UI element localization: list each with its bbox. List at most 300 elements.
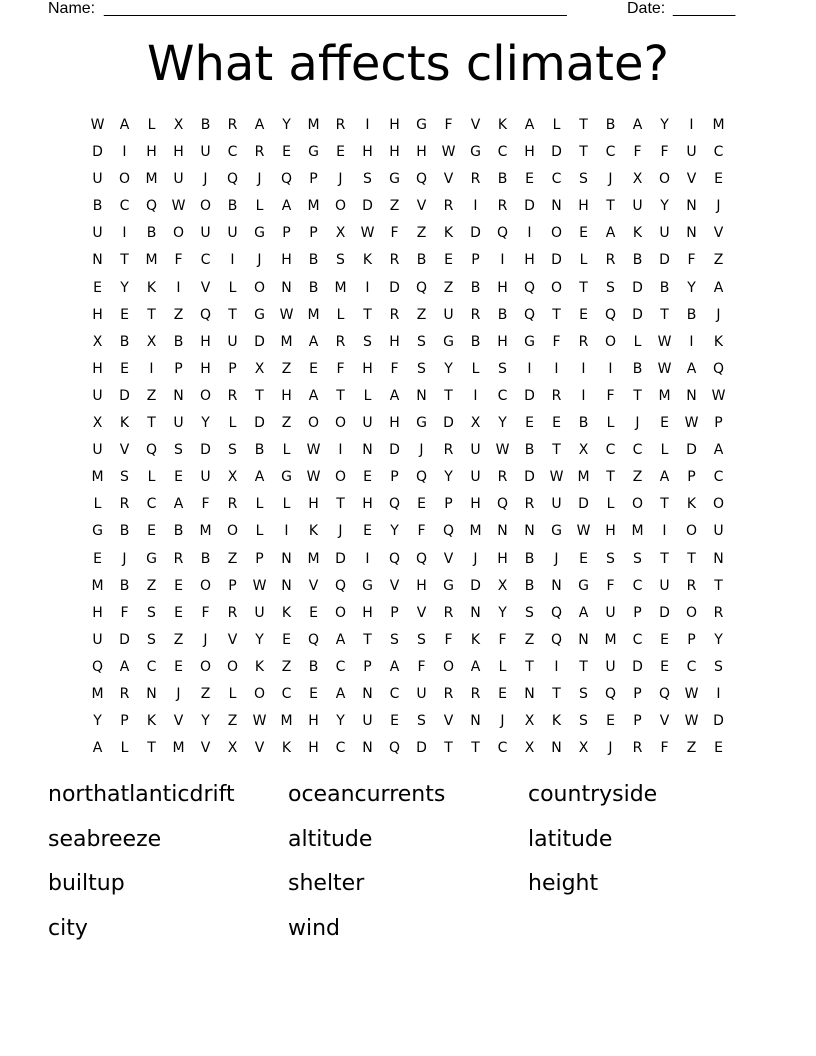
grid-letter: M: [199, 523, 212, 540]
grid-letter: E: [336, 144, 345, 161]
grid-letter: M: [307, 117, 320, 133]
grid-letter: O: [307, 415, 320, 432]
grid-letter: L: [228, 279, 237, 296]
grid-letter: Y: [660, 198, 669, 215]
grid-letter: C: [632, 631, 643, 648]
grid-letter: X: [524, 713, 535, 730]
grid-letter: M: [604, 631, 617, 648]
grid-letter: W: [657, 333, 672, 350]
grid-letter: E: [282, 144, 291, 161]
grid-letter: L: [147, 469, 156, 486]
grid-letter: B: [227, 198, 238, 215]
grid-letter: E: [93, 550, 102, 567]
grid-letter: D: [443, 415, 454, 432]
grid-letter: V: [659, 713, 670, 730]
grid-letter: H: [524, 252, 535, 269]
grid-letter: C: [605, 442, 616, 459]
name-label: Name:: [48, 0, 96, 17]
grid-letter: Q: [145, 442, 158, 459]
grid-letter: F: [660, 740, 669, 757]
grid-letter: Q: [496, 225, 509, 242]
grid-letter: U: [227, 333, 238, 350]
grid-letter: T: [147, 415, 156, 432]
grid-letter: Z: [416, 306, 427, 323]
grid-letter: J: [419, 442, 424, 459]
grid-letter: T: [714, 577, 723, 594]
grid-letter: O: [631, 496, 644, 513]
grid-letter: R: [632, 740, 643, 757]
grid-letter: K: [443, 225, 454, 242]
grid-letter: R: [227, 496, 238, 513]
grid-letter: E: [363, 523, 372, 540]
grid-letter: B: [524, 442, 535, 459]
grid-letter: E: [309, 604, 318, 621]
grid-letter: E: [174, 577, 183, 594]
grid-letter: B: [632, 360, 643, 377]
word-bank-item: city: [48, 915, 88, 941]
grid-letter: Y: [120, 279, 129, 296]
grid-letter: D: [551, 252, 562, 269]
grid-letter: A: [389, 658, 400, 675]
grid-letter: S: [417, 333, 426, 350]
grid-letter: F: [174, 252, 183, 269]
grid-letter: M: [658, 387, 671, 404]
grid-letter: G: [308, 144, 319, 161]
grid-letter: W: [684, 713, 699, 730]
grid-letter: K: [686, 496, 697, 513]
grid-letter: S: [579, 685, 588, 702]
grid-letter: H: [605, 523, 616, 540]
grid-letter: F: [633, 144, 642, 161]
grid-letter: N: [524, 523, 535, 540]
grid-letter: C: [146, 496, 157, 513]
grid-letter: I: [473, 198, 478, 215]
grid-letter: I: [554, 360, 559, 377]
grid-letter: O: [442, 658, 455, 675]
grid-letter: Q: [199, 306, 212, 323]
grid-letter: X: [173, 117, 184, 133]
grid-letter: W: [684, 415, 699, 432]
grid-letter: K: [551, 713, 562, 730]
grid-letter: U: [173, 171, 184, 188]
grid-letter: X: [92, 415, 103, 432]
grid-letter: E: [660, 658, 669, 675]
grid-letter: H: [308, 496, 319, 513]
grid-letter: E: [363, 469, 372, 486]
grid-letter: Z: [227, 550, 238, 567]
grid-letter: A: [308, 387, 319, 404]
grid-letter: L: [552, 117, 561, 133]
grid-letter: T: [552, 306, 561, 323]
grid-letter: V: [227, 631, 238, 648]
grid-letter: L: [93, 496, 102, 513]
grid-letter: R: [119, 685, 130, 702]
grid-letter: O: [199, 577, 212, 594]
grid-letter: B: [524, 550, 535, 567]
grid-letter: R: [497, 198, 508, 215]
grid-letter: V: [470, 117, 481, 133]
grid-letter: W: [711, 387, 726, 404]
grid-letter: V: [443, 171, 454, 188]
grid-letter: G: [416, 415, 427, 432]
grid-letter: N: [713, 550, 724, 567]
grid-letter: E: [579, 550, 588, 567]
grid-letter: V: [443, 713, 454, 730]
grid-letter: R: [470, 685, 481, 702]
grid-letter: F: [417, 523, 426, 540]
grid-letter: Y: [444, 469, 453, 486]
grid-letter: B: [308, 658, 319, 675]
grid-letter: H: [416, 144, 427, 161]
grid-letter: B: [200, 117, 211, 133]
grid-letter: H: [470, 496, 481, 513]
grid-letter: D: [389, 442, 400, 459]
grid-letter: O: [199, 658, 212, 675]
grid-letter: J: [122, 550, 127, 567]
grid-letter: U: [200, 144, 211, 161]
grid-letter: W: [549, 469, 564, 486]
grid-letter: L: [228, 685, 237, 702]
grid-letter: O: [334, 604, 347, 621]
grid-letter: X: [146, 333, 157, 350]
grid-letter: T: [444, 740, 453, 757]
grid-letter: T: [579, 658, 588, 675]
grid-letter: N: [551, 740, 562, 757]
grid-letter: N: [362, 685, 373, 702]
grid-letter: S: [525, 604, 534, 621]
grid-letter: V: [308, 577, 319, 594]
grid-letter: R: [389, 306, 400, 323]
grid-letter: E: [579, 225, 588, 242]
grid-letter: E: [93, 279, 102, 296]
grid-letter: U: [605, 604, 616, 621]
grid-letter: Q: [712, 360, 725, 377]
grid-letter: L: [255, 198, 264, 215]
grid-letter: U: [92, 631, 103, 648]
grid-letter: T: [552, 685, 561, 702]
grid-letter: E: [444, 252, 453, 269]
letter-grid: [84, 112, 732, 762]
grid-letter: N: [686, 198, 697, 215]
grid-letter: E: [174, 604, 183, 621]
grid-letter: T: [579, 117, 588, 133]
grid-letter: L: [228, 415, 237, 432]
grid-letter: B: [632, 252, 643, 269]
grid-letter: I: [122, 225, 127, 242]
grid-letter: L: [282, 496, 291, 513]
grid-letter: N: [281, 279, 292, 296]
grid-letter: I: [230, 252, 235, 269]
date-label: Date:: [627, 0, 666, 17]
grid-letter: Z: [200, 685, 211, 702]
grid-letter: H: [389, 415, 400, 432]
grid-letter: L: [498, 658, 507, 675]
grid-letter: F: [336, 360, 345, 377]
grid-letter: A: [173, 496, 184, 513]
grid-letter: B: [119, 333, 130, 350]
grid-letter: R: [443, 604, 454, 621]
grid-letter: H: [92, 306, 103, 323]
grid-letter: B: [659, 279, 670, 296]
grid-letter: W: [495, 442, 510, 459]
grid-letter: L: [633, 333, 642, 350]
grid-letter: E: [714, 740, 723, 757]
grid-letter: N: [686, 387, 697, 404]
grid-letter: W: [171, 198, 186, 215]
grid-letter: E: [147, 523, 156, 540]
grid-letter: L: [336, 306, 345, 323]
grid-letter: D: [551, 144, 562, 161]
grid-letter: G: [443, 333, 454, 350]
word-bank: [48, 778, 768, 956]
grid-letter: Y: [336, 713, 345, 730]
grid-letter: P: [120, 713, 129, 730]
grid-letter: N: [281, 577, 292, 594]
grid-letter: U: [632, 198, 643, 215]
grid-letter: Q: [415, 171, 428, 188]
grid-letter: S: [363, 171, 372, 188]
grid-letter: X: [497, 577, 508, 594]
grid-letter: C: [119, 198, 130, 215]
grid-letter: P: [687, 631, 696, 648]
grid-letter: K: [497, 117, 508, 133]
grid-letter: I: [554, 658, 559, 675]
grid-letter: M: [280, 713, 293, 730]
grid-letter: R: [389, 252, 400, 269]
grid-letter: C: [632, 577, 643, 594]
grid-letter: M: [577, 469, 590, 486]
grid-letter: D: [470, 577, 481, 594]
grid-letter: I: [716, 685, 721, 702]
grid-letter: I: [581, 360, 586, 377]
grid-letter: E: [498, 685, 507, 702]
word-bank-item: wind: [288, 915, 341, 941]
grid-letter: T: [363, 306, 372, 323]
grid-letter: A: [119, 658, 130, 675]
grid-letter: B: [605, 117, 616, 133]
grid-letter: T: [147, 740, 156, 757]
grid-letter: T: [687, 550, 696, 567]
grid-letter: M: [172, 740, 185, 757]
grid-letter: I: [581, 387, 586, 404]
grid-letter: N: [551, 198, 562, 215]
grid-letter: P: [714, 415, 723, 432]
grid-letter: M: [712, 117, 725, 133]
grid-letter: H: [281, 252, 292, 269]
grid-letter: N: [524, 685, 535, 702]
grid-letter: I: [284, 523, 289, 540]
grid-letter: G: [254, 306, 265, 323]
grid-letter: Q: [550, 604, 563, 621]
grid-letter: V: [686, 171, 697, 188]
grid-letter: U: [362, 713, 373, 730]
grid-letter: Q: [523, 306, 536, 323]
grid-letter: D: [632, 306, 643, 323]
grid-letter: M: [280, 333, 293, 350]
grid-letter: E: [174, 658, 183, 675]
grid-letter: O: [334, 415, 347, 432]
grid-letter: E: [552, 415, 561, 432]
grid-letter: T: [147, 306, 156, 323]
word-bank-item: shelter: [288, 871, 365, 896]
grid-letter: S: [147, 631, 156, 648]
grid-letter: O: [172, 225, 185, 242]
grid-letter: P: [309, 171, 318, 188]
grid-letter: C: [335, 740, 346, 757]
grid-letter: I: [527, 360, 532, 377]
grid-letter: R: [443, 442, 454, 459]
grid-letter: R: [551, 387, 562, 404]
grid-letter: T: [471, 740, 480, 757]
grid-letter: I: [338, 442, 343, 459]
grid-letter: R: [173, 550, 184, 567]
grid-letter: V: [254, 740, 265, 757]
grid-letter: B: [524, 577, 535, 594]
grid-letter: C: [281, 685, 292, 702]
grid-letter: P: [633, 713, 642, 730]
grid-letter: N: [416, 387, 427, 404]
grid-letter: X: [524, 740, 535, 757]
grid-letter: C: [497, 740, 508, 757]
grid-letter: D: [524, 469, 535, 486]
grid-letter: B: [470, 279, 481, 296]
grid-letter: O: [712, 496, 725, 513]
grid-letter: S: [120, 469, 129, 486]
grid-letter: Q: [496, 496, 509, 513]
grid-letter: Q: [145, 198, 158, 215]
grid-letter: G: [281, 469, 292, 486]
grid-letter: N: [497, 523, 508, 540]
grid-letter: W: [252, 577, 267, 594]
grid-letter: D: [524, 387, 535, 404]
grid-letter: T: [444, 387, 453, 404]
grid-letter: K: [281, 604, 292, 621]
grid-letter: W: [360, 225, 375, 242]
grid-letter: M: [334, 279, 347, 296]
grid-letter: M: [307, 306, 320, 323]
grid-letter: U: [227, 225, 238, 242]
grid-letter: Z: [281, 658, 292, 675]
grid-letter: T: [606, 198, 615, 215]
grid-letter: O: [658, 171, 671, 188]
grid-letter: B: [686, 306, 697, 323]
grid-letter: Y: [282, 117, 291, 133]
grid-letter: F: [606, 577, 615, 594]
grid-letter: J: [473, 550, 478, 567]
grid-letter: H: [92, 360, 103, 377]
grid-letter: J: [257, 171, 262, 188]
grid-letter: Y: [93, 713, 102, 730]
grid-letter: Q: [604, 685, 617, 702]
grid-letter: A: [254, 469, 265, 486]
grid-letter: E: [525, 171, 534, 188]
grid-letter: I: [608, 360, 613, 377]
grid-letter: T: [363, 631, 372, 648]
grid-letter: R: [227, 604, 238, 621]
grid-letter: W: [441, 144, 456, 161]
grid-letter: Z: [713, 252, 724, 269]
grid-letter: T: [660, 306, 669, 323]
grid-letter: S: [336, 252, 345, 269]
grid-letter: H: [308, 713, 319, 730]
grid-letter: G: [362, 577, 373, 594]
grid-letter: N: [362, 442, 373, 459]
grid-letter: Q: [388, 740, 401, 757]
grid-letter: X: [578, 442, 589, 459]
grid-letter: I: [662, 523, 667, 540]
grid-letter: P: [282, 225, 291, 242]
grid-letter: O: [604, 333, 617, 350]
grid-letter: K: [146, 279, 157, 296]
grid-letter: B: [308, 279, 319, 296]
grid-letter: T: [633, 387, 642, 404]
grid-letter: P: [255, 550, 264, 567]
grid-letter: A: [92, 740, 103, 757]
grid-letter: H: [389, 144, 400, 161]
grid-letter: O: [118, 171, 131, 188]
grid-letter: L: [282, 442, 291, 459]
grid-letter: B: [92, 198, 103, 215]
grid-letter: P: [228, 577, 237, 594]
grid-letter: R: [524, 496, 535, 513]
grid-letter: R: [335, 333, 346, 350]
grid-letter: K: [119, 415, 130, 432]
grid-letter: C: [632, 442, 643, 459]
grid-letter: M: [307, 198, 320, 215]
grid-letter: Q: [415, 550, 428, 567]
grid-letter: Y: [201, 713, 210, 730]
grid-letter: Q: [415, 279, 428, 296]
grid-letter: S: [498, 360, 507, 377]
grid-letter: U: [605, 658, 616, 675]
grid-letter: Z: [281, 360, 292, 377]
grid-letter: J: [554, 550, 559, 567]
grid-letter: L: [606, 496, 615, 513]
grid-letter: L: [147, 117, 156, 133]
grid-letter: M: [91, 469, 104, 486]
grid-letter: Z: [173, 631, 184, 648]
grid-letter: P: [309, 225, 318, 242]
grid-letter: J: [635, 415, 640, 432]
grid-letter: C: [551, 171, 562, 188]
grid-letter: W: [306, 442, 321, 459]
grid-letter: U: [416, 685, 427, 702]
grid-letter: F: [606, 387, 615, 404]
grid-letter: T: [552, 442, 561, 459]
grid-letter: Q: [442, 523, 455, 540]
grid-letter: U: [92, 442, 103, 459]
grid-letter: G: [254, 225, 265, 242]
grid-letter: G: [524, 333, 535, 350]
grid-letter: A: [686, 360, 697, 377]
word-bank-item: latitude: [528, 826, 613, 852]
grid-letter: Q: [91, 658, 104, 675]
grid-letter: U: [551, 496, 562, 513]
grid-letter: R: [713, 604, 724, 621]
grid-letter: H: [281, 387, 292, 404]
grid-letter: D: [200, 442, 211, 459]
grid-letter: H: [200, 360, 211, 377]
grid-letter: A: [632, 117, 643, 133]
grid-letter: U: [200, 469, 211, 486]
grid-letter: V: [416, 198, 427, 215]
grid-letter: N: [470, 713, 481, 730]
grid-letter: H: [362, 604, 373, 621]
grid-letter: C: [389, 685, 400, 702]
grid-letter: A: [713, 279, 724, 296]
grid-letter: A: [605, 225, 616, 242]
grid-letter: R: [443, 685, 454, 702]
